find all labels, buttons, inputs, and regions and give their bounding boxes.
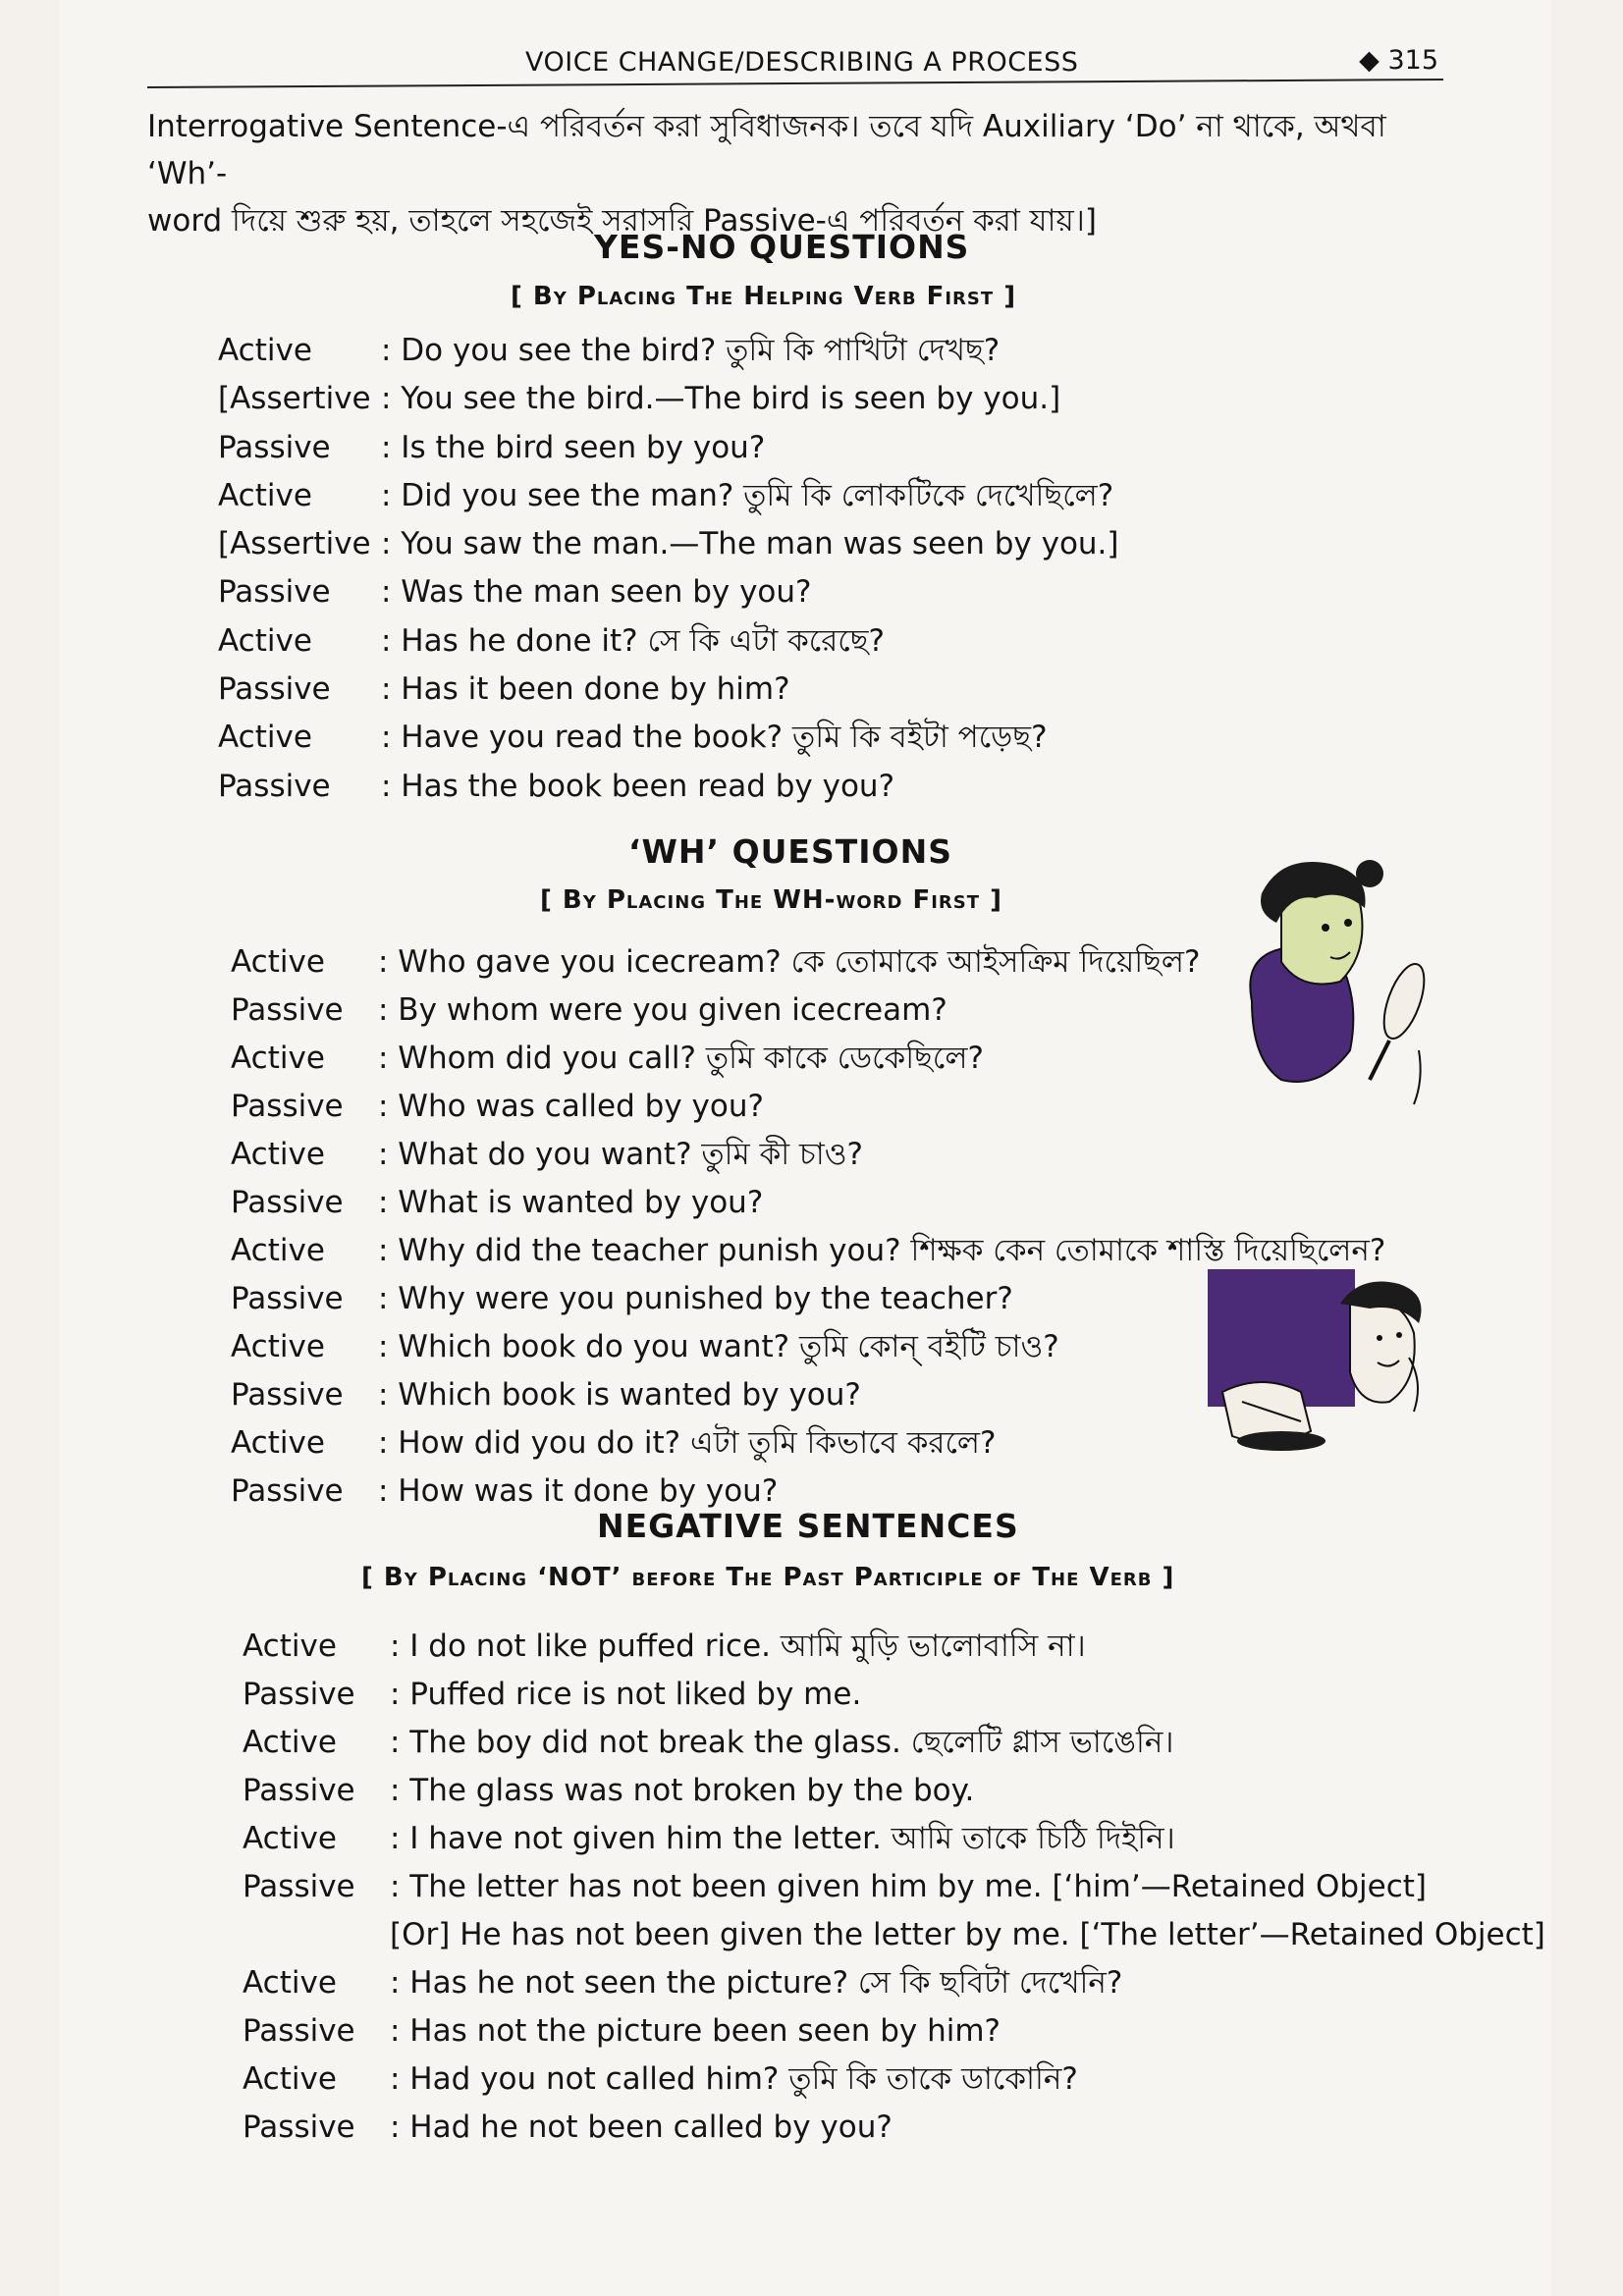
voice-label: Active [218,477,312,513]
voice-label: Active [243,2061,337,2097]
intro-paragraph [147,103,1463,244]
example-sentence: : I have not given him the letter. আমি তাকে চিঠি দিইনি। [390,1821,1175,1856]
example-row [243,1719,1545,1767]
example-row [243,2056,1545,2104]
example-row [218,617,1119,666]
example-row [218,424,1119,472]
voice-label: Passive [231,1377,344,1413]
example-row [218,520,1119,568]
example-sentence: [Or] He has not been given the letter by me. [‘The letter’—Retained Object] [390,1917,1545,1952]
example-row [231,1083,1385,1131]
voice-label: Active [218,720,312,756]
example-sentence: : What do you want? তুমি কী চাও? [378,1137,863,1172]
example-sentence: : Who gave you icecream? কে তোমাকে আইসক্রিম দিয়েছিল? [378,944,1201,980]
voice-label: Active [243,1821,337,1856]
example-sentence: : Is the bird seen by you? [381,429,766,465]
example-sentence: : You saw the man.—The man was seen by you.] [381,526,1119,562]
example-row [231,1179,1385,1227]
voice-label: Passive [243,2109,355,2145]
voice-label: Active [231,1329,325,1364]
example-sentence: : Had he not been called by you? [390,2109,893,2145]
example-row [218,327,1119,375]
voice-label: [Assertive [218,381,371,417]
example-sentence: : Whom did you call? তুমি কাকে ডেকেছিলে? [378,1041,984,1076]
example-sentence: : Has he not seen the picture? সে কি ছবিটা দেখেনি? [390,1965,1123,2001]
negative-subheading: [ By Placing ‘NOT’ before The Past Participle of The Verb ] [361,1563,1175,1592]
example-sentence: : Why did the teacher punish you? শিক্ষক কেন তোমাকে শাস্তি দিয়েছিলেন? [378,1233,1386,1268]
voice-label: Active [231,944,325,980]
example-row [218,375,1119,423]
yes-no-subheading: [ By Placing The Helping Verb First ] [511,282,1017,311]
voice-label: Active [231,1137,325,1172]
voice-label: Passive [243,1773,355,1808]
teacher-student-illustration [1203,1264,1448,1461]
voice-label: Active [231,1233,325,1268]
voice-label: Passive [231,1473,344,1509]
voice-label: Passive [218,768,331,804]
example-row [243,2007,1545,2056]
example-sentence: : The boy did not break the glass. ছেলেটি গ্লাস ভাঙেনি। [390,1725,1174,1760]
voice-label: Passive [218,429,331,465]
wh-subheading: [ By Placing The WH-word First ] [540,885,1002,915]
example-row [231,1131,1385,1179]
voice-label: Active [231,1425,325,1461]
running-title: VOICE CHANGE/DESCRIBING A PROCESS [525,47,1079,78]
example-sentence: : Have you read the book? তুমি কি বইটা পড়েছ? [381,720,1048,756]
example-row [243,1815,1545,1863]
voice-label: [Assertive [218,526,371,562]
example-row [243,1959,1545,2007]
example-row [231,987,1385,1035]
example-sentence: : Do you see the bird? তুমি কি পাখিটা দেখছ? [381,333,1001,368]
voice-label: Passive [231,1185,344,1220]
example-sentence: : Had you not called him? তুমি কি তাকে ডাকোনি? [390,2061,1078,2097]
example-sentence: : What is wanted by you? [378,1185,764,1220]
voice-label: Active [218,622,312,659]
example-row [243,1767,1545,1815]
example-row [243,1623,1545,1671]
voice-label: Active [243,1965,337,2001]
yes-no-heading: YES-NO QUESTIONS [594,228,970,266]
voice-label: Active [218,333,312,368]
example-sentence: : How was it done by you? [378,1473,779,1509]
example-sentence: : By whom were you given icecream? [378,992,947,1028]
example-sentence: : How did you do it? এটা তুমি কিভাবে করলে? [378,1425,997,1461]
negative-heading: NEGATIVE SENTENCES [597,1507,1019,1545]
voice-label: Passive [218,574,331,611]
example-sentence: : Why were you punished by the teacher? [378,1281,1013,1316]
example-row [231,938,1385,987]
example-sentence: : Has he done it? সে কি এটা করেছে? [381,622,886,659]
example-sentence: : Was the man seen by you? [381,574,812,611]
example-row [243,2104,1545,2152]
example-sentence: : I do not like puffed rice. আমি মুড়ি ভালোবাসি না। [390,1629,1086,1664]
example-sentence: : Did you see the man? তুমি কি লোকটিকে দেখেছিলে? [381,477,1114,513]
example-sentence: : You see the bird.—The bird is seen by you.] [381,381,1061,417]
voice-label: Passive [243,2013,355,2049]
intro-line-1: Interrogative Sentence-এ পরিবর্তন করা সুবিধাজনক। তবে যদি Auxiliary ‘Do’ না থাকে, অথবা ‘Wh’- [147,109,1386,191]
page-header [147,37,1443,86]
example-row [218,472,1119,520]
example-row [243,1911,1545,1959]
example-row [218,666,1119,714]
example-sentence: : Which book do you want? তুমি কোন্ বইটি চাও? [378,1329,1059,1364]
intro-line-2: word দিয়ে শুরু হয়, তাহলে সহজেই সরাসরি Passive-এ পরিবর্তন করা যায়।] [147,203,1097,239]
voice-label: Passive [243,1869,355,1904]
voice-label: Passive [243,1677,355,1712]
example-row [243,1863,1545,1911]
example-sentence: : Has the book been read by you? [381,768,895,804]
example-row [243,1671,1545,1719]
voice-label: Passive [231,992,344,1028]
voice-label: Active [231,1041,325,1076]
voice-label: Passive [231,1089,344,1124]
voice-label: Passive [231,1281,344,1316]
example-sentence: : Puffed rice is not liked by me. [390,1677,862,1712]
voice-label: Passive [218,671,331,708]
example-sentence: : Who was called by you? [378,1089,764,1124]
example-sentence: : The glass was not broken by the boy. [390,1773,975,1808]
example-row [231,1035,1385,1083]
example-row [218,568,1119,616]
example-sentence: : Has not the picture been seen by him? [390,2013,1001,2049]
example-sentence: : Has it been done by him? [381,671,790,708]
voice-label: Active [243,1725,337,1760]
girl-with-icecream-illustration [1222,854,1458,1109]
example-row [218,763,1119,811]
example-sentence: : Which book is wanted by you? [378,1377,861,1413]
page-number: ◆ 315 [1359,45,1438,76]
negative-examples [243,1623,1545,2152]
wh-heading: ‘WH’ QUESTIONS [628,832,952,871]
voice-label: Active [243,1629,337,1664]
example-row [218,714,1119,762]
example-sentence: : The letter has not been given him by me. [‘him’—Retained Object] [390,1869,1427,1904]
yes-no-examples [218,327,1119,811]
